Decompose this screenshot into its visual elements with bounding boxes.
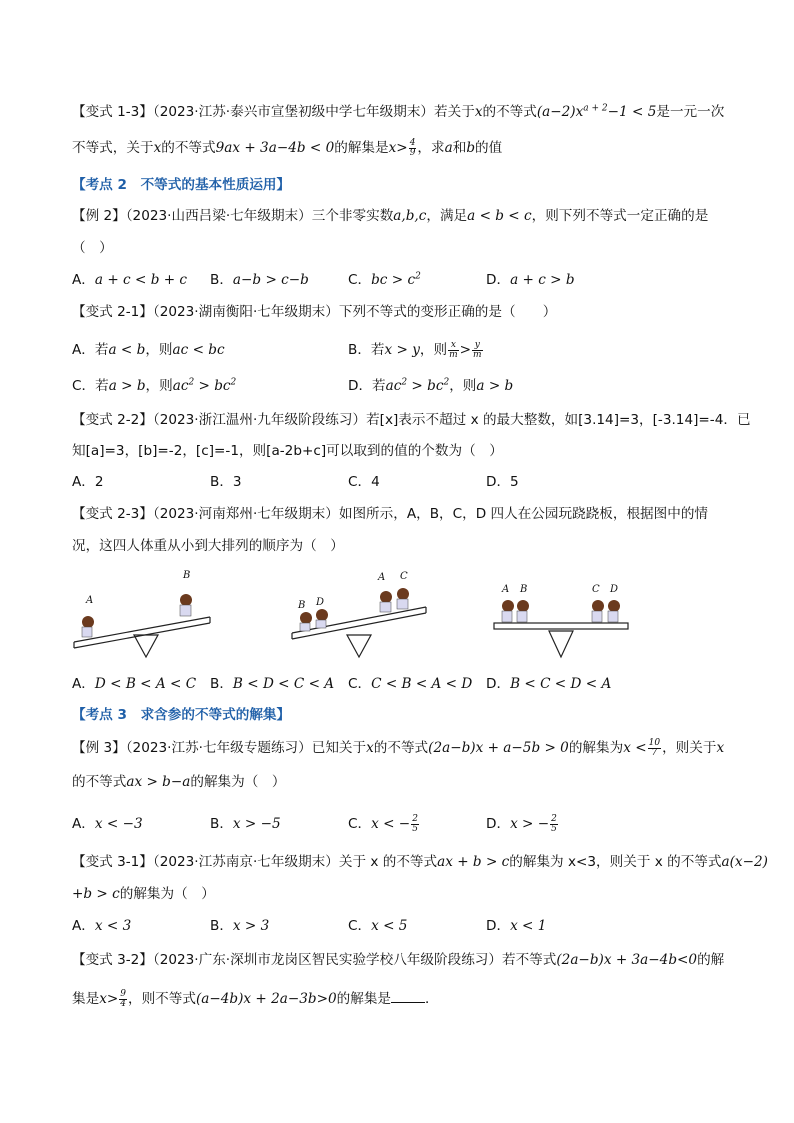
- v23-option-c[interactable]: C．C < B < A < D: [348, 676, 473, 692]
- seesaw-board: [494, 623, 628, 629]
- v21-option-c[interactable]: C．若a > b，则$ac^2 > bc^2$: [72, 377, 237, 394]
- person-icon: [592, 600, 604, 622]
- person-icon: [82, 616, 94, 637]
- answer-blank[interactable]: [391, 988, 425, 1003]
- question-v3-2-line1: 【变式 3-2】（2023·广东·深圳市龙岗区智民实验学校八年级阶段练习）若不等式(2a−b)x + 3a−4b<0的解: [72, 952, 725, 968]
- seesaw-figure-2: [286, 565, 436, 660]
- question-v2-3-line1: 【变式 2-3】（2023·河南郑州·七年级期末）如图所示，A，B，C，D 四人在公园玩跷跷板，根据图中的情: [72, 506, 709, 522]
- v23-option-d[interactable]: D．B < C < D < A: [486, 676, 612, 692]
- v23-option-a[interactable]: A．D < B < A < C: [72, 676, 197, 692]
- person-icon: [316, 609, 328, 628]
- v31-option-b[interactable]: B．x > 3: [210, 918, 270, 934]
- person-icon: [300, 612, 312, 631]
- section-heading-k2: 【考点 2 不等式的基本性质运用】: [72, 177, 291, 193]
- ex3-option-c[interactable]: C．x < − $\frac{2}{5}$: [348, 813, 418, 834]
- ex2-option-c[interactable]: C．bc > $c^2$: [348, 271, 421, 288]
- seesaw-figure-3: [490, 575, 632, 660]
- question-v3-2-line2: 集是x> $\frac{9}{4}$ ，则不等式(a−4b)x + 2a−3b>0的解集是 ．: [72, 988, 439, 1009]
- person-icon: [397, 588, 409, 609]
- question-ex2-line1: 【例 2】（2023·山西吕梁·七年级期末）三个非零实数a,b,c，满足a < b < c，则下列不等式一定正确的是: [72, 208, 709, 224]
- ex3-option-b[interactable]: B．x > −5: [210, 816, 281, 832]
- person-icon: [608, 600, 620, 622]
- figure-label-a: A: [86, 595, 94, 606]
- v31-option-a[interactable]: A．x < 3: [72, 918, 132, 934]
- person-icon: [380, 591, 392, 612]
- v22-option-a[interactable]: A．2: [72, 474, 104, 490]
- seesaw-board-bottom: [74, 623, 210, 648]
- question-v1-3-line1: 【变式 1-3】（2023·江苏·泰兴市宣堡初级中学七年级期末）若关于x的不等式$(a-2)x^{a + 2}-1 < 5$是一元一次: [72, 103, 725, 120]
- question-v2-1: 【变式 2-1】（2023·湖南衡阳·七年级期末）下列不等式的变形正确的是（ ）: [72, 304, 557, 320]
- ex2-option-b[interactable]: B．a−b > c−b: [210, 272, 309, 288]
- question-v2-2-line2: 知[a]=3，[b]=-2，[c]=-1，则[a-2b+c]可以取到的值的个数为（ ）: [72, 443, 503, 459]
- figure-label-a: A: [502, 584, 510, 595]
- v22-option-b[interactable]: B．3: [210, 474, 242, 490]
- figure-label-b: B: [520, 584, 528, 595]
- ex2-option-a[interactable]: A．a + c < b + c: [72, 272, 188, 288]
- ex2-option-d[interactable]: D．a + c > b: [486, 272, 575, 288]
- question-v1-3-line2: 不等式，关于x的不等式9ax + 3a−4b < 0的解集是x> $\frac{4}{9}$ ，求a和b的值: [72, 137, 503, 158]
- figure-label-d: D: [316, 597, 325, 608]
- seesaw-figure-1: [68, 565, 218, 660]
- v31-option-c[interactable]: C．x < 5: [348, 918, 408, 934]
- question-v2-2-line1: 【变式 2-2】（2023·浙江温州·九年级阶段练习）若[x]表示不超过 x 的最大整数，如[3.14]=3，[-3.14]=-4．已: [72, 412, 751, 428]
- figure-label-c: C: [400, 571, 408, 582]
- question-ex2-paren: （ ）: [72, 240, 113, 256]
- figure-label-b: B: [298, 600, 306, 611]
- v31-option-d[interactable]: D．x < 1: [486, 918, 547, 934]
- v21-option-a[interactable]: A．若a < b，则ac < bc: [72, 342, 225, 358]
- v22-option-c[interactable]: C．4: [348, 474, 380, 490]
- person-icon: [517, 600, 529, 622]
- seesaw-board-top: [292, 607, 426, 633]
- ex3-option-d[interactable]: D．x > − $\frac{2}{5}$: [486, 813, 557, 834]
- seesaw-pivot: [347, 635, 371, 657]
- question-ex3-line2: 的不等式ax > b−a的解集为（ ）: [72, 774, 286, 790]
- question-v2-3-line2: 况，这四人体重从小到大排列的顺序为（ ）: [72, 538, 344, 554]
- figure-label-c: C: [592, 584, 600, 595]
- ex3-option-a[interactable]: A．x < −3: [72, 816, 143, 832]
- seesaw-pivot: [134, 635, 158, 657]
- person-icon: [502, 600, 514, 622]
- section-heading-k3: 【考点 3 求含参的不等式的解集】: [72, 707, 291, 723]
- question-v3-1-line2: +b > c的解集为（ ）: [72, 886, 215, 902]
- v22-option-d[interactable]: D．5: [486, 474, 519, 490]
- figure-label-d: D: [610, 584, 619, 595]
- question-ex3-line1: 【例 3】（2023·江苏·七年级专题练习）已知关于x的不等式(2a−b)x + a−5b > 0的解集为x < $\frac{10}{7}$ ，则关于x: [72, 737, 725, 758]
- figure-label-a: A: [378, 572, 386, 583]
- v23-option-b[interactable]: B．B < D < C < A: [210, 676, 335, 692]
- question-v3-1-line1: 【变式 3-1】（2023·江苏南京·七年级期末）关于 x 的不等式ax + b > c的解集为 x<3，则关于 x 的不等式a(x−2): [72, 854, 768, 870]
- v21-option-d[interactable]: D．若$ac^2 > bc^2$，则a > b: [348, 377, 514, 394]
- figure-label-b: B: [183, 570, 191, 581]
- seesaw-board-top: [74, 617, 210, 642]
- v21-option-b[interactable]: B．若x > y，则 $\frac{x}{m}$ > $\frac{y}{m}$: [348, 339, 482, 360]
- person-icon: [180, 594, 192, 616]
- seesaw-pivot: [549, 631, 573, 657]
